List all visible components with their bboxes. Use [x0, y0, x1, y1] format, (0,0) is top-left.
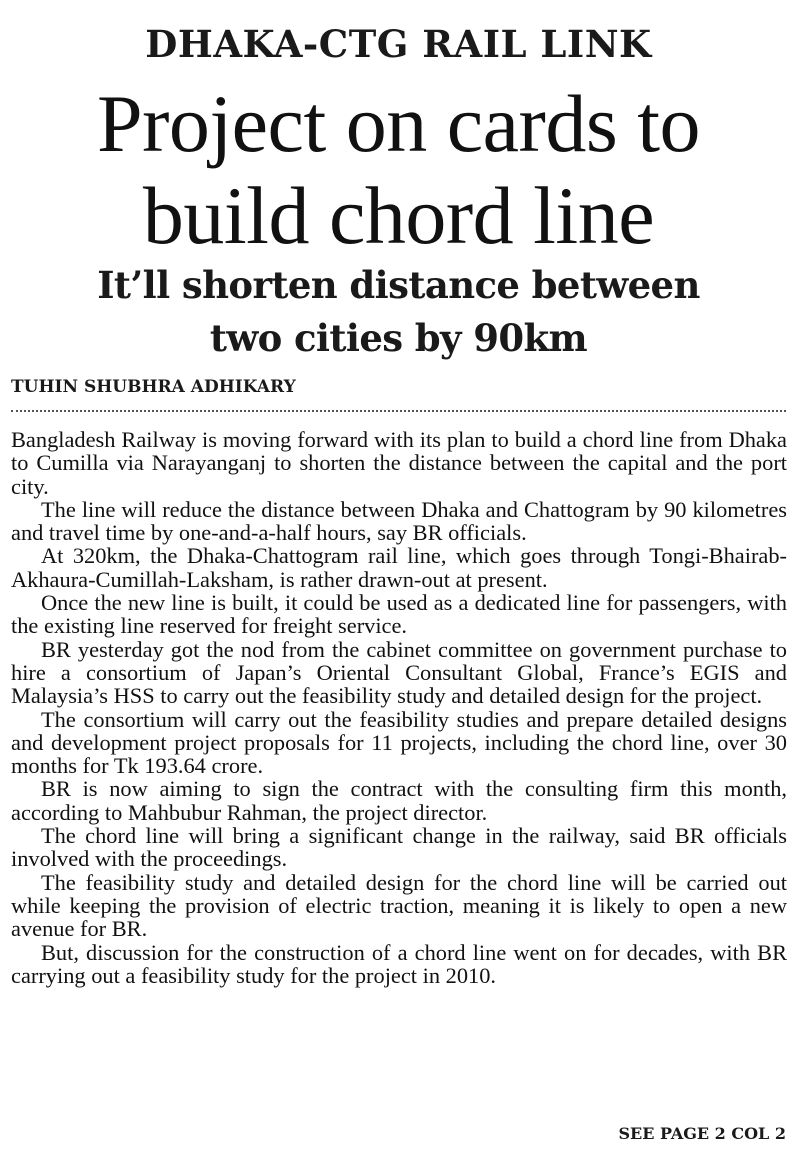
- paragraph: Bangladesh Railway is moving forward with its plan to build a chord line from Dhaka to Cumilla via Narayanganj to shorten the distance between the capital and the port city.: [11, 427, 787, 499]
- paragraph: The consortium will carry out the feasibility studies and prepare detailed designs and development project proposals for 11 projects, including the chord line, over 30 months for Tk 193.64 crore.: [11, 706, 787, 779]
- subheadline-line-2: two cities by 90km: [209, 316, 588, 360]
- paragraph: The chord line will bring a significant change in the railway, said BR officials involved with the proceedings.: [11, 823, 787, 872]
- headline-line-2: build chord line: [142, 170, 655, 261]
- paragraph: The feasibility study and detailed design for the chord line will be carried out while keeping the provision of electric traction, meaning it is likely to open a new avenue for BR.: [11, 869, 787, 942]
- subheadline: [0, 259, 797, 365]
- byline: TUHIN SHUBHRA ADHIKARY: [11, 377, 296, 397]
- paragraph: Once the new line is built, it could be used as a dedicated line for passengers, with the existing line reserved for freight service.: [11, 590, 787, 639]
- paragraph: But, discussion for the construction of a chord line went on for decades, with BR carrying out a feasibility study for the project in 2010.: [11, 939, 787, 988]
- kicker: DHAKA-CTG RAIL LINK: [145, 22, 652, 66]
- jump-line: SEE PAGE 2 COL 2: [618, 1124, 786, 1143]
- subheadline-line-1: It’ll shorten distance between: [97, 263, 700, 307]
- article-body: [11, 428, 787, 987]
- paragraph: BR yesterday got the nod from the cabinet committee on government purchase to hire a consortium of Japan’s Oriental Consultant Global, France’s EGIS and Malaysia’s HSS to carry out the feasibility study and detailed design for the project.: [11, 636, 787, 709]
- paragraph: BR is now aiming to sign the contract with the consulting firm this month, according to Mahbubur Rahman, the project director.: [11, 776, 787, 825]
- paragraph: At 320km, the Dhaka-Chattogram rail line, which goes through Tongi-Bhairab-Akhaura-Cumillah-Laksham, is rather drawn-out at present.: [11, 543, 787, 592]
- headline-line-1: Project on cards to: [96, 78, 701, 169]
- paragraph: The line will reduce the distance between Dhaka and Chattogram by 90 kilometres and travel time by one-and-a-half hours, say BR officials.: [11, 496, 787, 546]
- dotted-divider: [11, 410, 786, 412]
- headline: [0, 78, 797, 262]
